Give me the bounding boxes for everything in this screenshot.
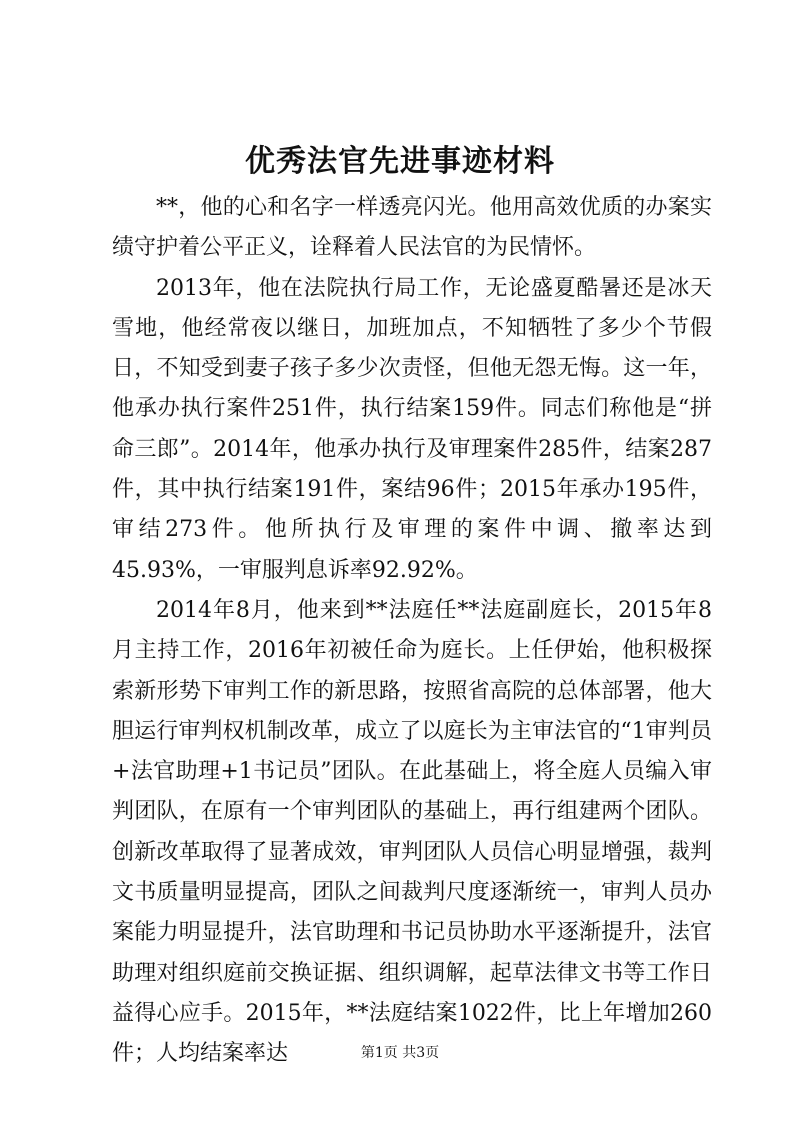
paragraph-intro: **，他的心和名字一样透亮闪光。他用高效优质的办案实绩守护着公平正义，诠释着人民法官的为民情怀。 bbox=[112, 195, 712, 261]
document-body bbox=[112, 188, 712, 1075]
page-footer: 第1页 共3页 bbox=[360, 1045, 440, 1061]
paragraph-2014: 2014年8月，他来到**法庭任**法庭副庭长，2015年8月主持工作，2016年初被任命为庭长。上任伊始，他积极探索新形势下审判工作的新思路，按照省高院的总体部署，他大胆运行审判权机制改革，成立了以庭长为主审法官的“1审判员+法官助理+1书记员”团队。在此基础上，将全庭人员编入审判团队，在原有一个审判团队的基础上，再行组建两个团队。创新改革取得了显著成效，审判团队人员信心明显增强，裁判文书质量明显提高，团队之间裁判尺度逐渐统一，审判人员办案能力明显提升，法官助理和书记员协助水平逐渐提升，法官助理对组织庭前交换证据、组织调解，起草法律文书等工作日益得心应手。2015年，**法庭结案1022件，比上年增加260件；人均结案率达 bbox=[112, 597, 712, 1067]
paragraph-2013: 2013年，他在法院执行局工作，无论盛夏酷暑还是冰天雪地，他经常夜以继日，加班加点，不知牺牲了多少个节假日，不知受到妻子孩子多少次责怪，但他无怨无悔。这一年，他承办执行案件251件，执行结案159件。同志们称他是“拼命三郎”。2014年，他承办执行及审理案件285件，结案287件，其中执行结案191件，案结96件；2015年承办195件，审结273件。他所执行及审理的案件中调、撤率达到45.93%，一审服判息诉率92.92%。 bbox=[112, 275, 712, 583]
document-title: 优秀法官先进事迹材料 bbox=[245, 144, 555, 179]
